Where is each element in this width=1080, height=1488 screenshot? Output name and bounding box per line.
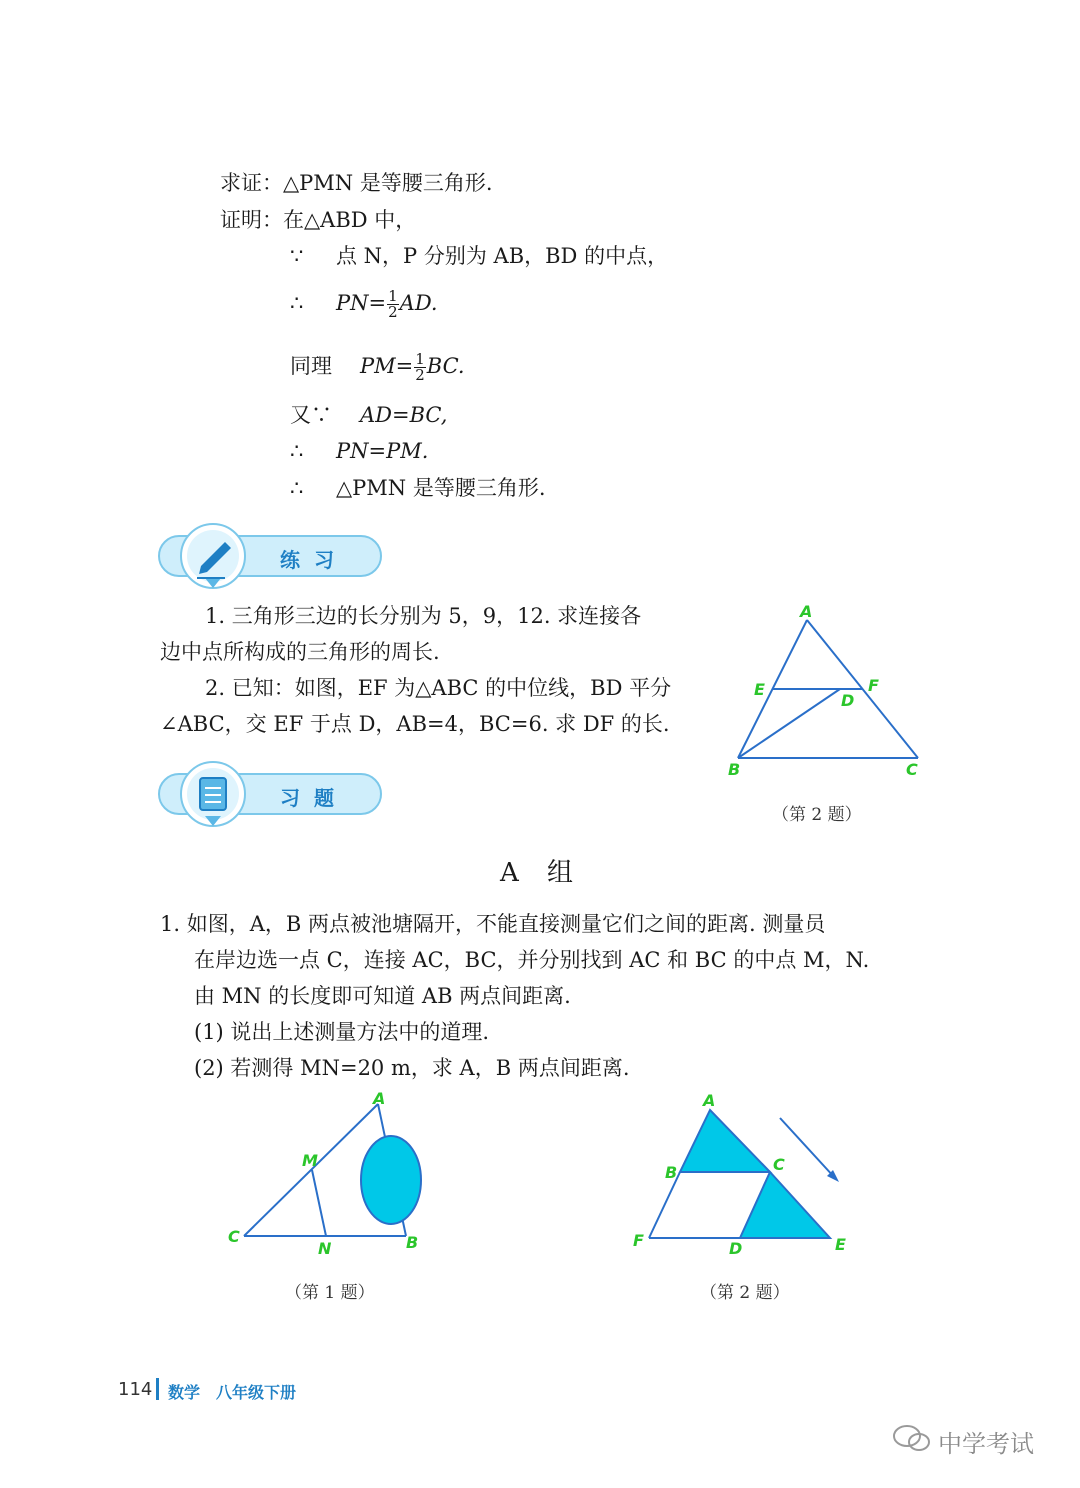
exercise-q1-line1: 1. 如图，A，B 两点被池塘隔开，不能直接测量它们之间的距离. 测量员 <box>160 912 826 936</box>
label-f: F <box>633 1231 644 1250</box>
exercises-banner-graphic <box>155 758 385 830</box>
proof-line-3: 同理 PM= $\frac{1}{2}$ BC. <box>290 350 465 384</box>
label-c: C <box>228 1227 240 1246</box>
label-e: E <box>835 1235 846 1254</box>
practice-q1-line1: 1. 三角形三边的长分别为 5，9，12. 求连接各 <box>205 604 642 628</box>
label-c: C <box>773 1155 785 1174</box>
proof-line-6: ∴ △PMN 是等腰三角形. <box>290 476 546 500</box>
midline-triangle-figure <box>720 595 940 795</box>
practice-banner <box>155 522 385 592</box>
bisector-bd <box>738 689 840 758</box>
proof-intro-line: 证明：在△ABD 中， <box>220 208 417 232</box>
practice-figure-caption: （第 2 题） <box>772 805 862 825</box>
label-f: F <box>868 676 879 695</box>
label-d: D <box>841 691 855 710</box>
exercises-banner <box>155 758 385 830</box>
claim-line: 求证：△PMN 是等腰三角形. <box>220 171 493 195</box>
practice-banner-graphic <box>155 522 385 592</box>
notepad-icon <box>200 778 226 810</box>
label-c: C <box>906 760 918 779</box>
wechat-icon <box>892 1422 932 1454</box>
label-m: M <box>302 1151 318 1170</box>
label-a: A <box>800 602 813 621</box>
page-number: 114 <box>118 1379 153 1400</box>
practice-q1-line2: 边中点所构成的三角形的周长. <box>160 640 440 664</box>
practice-q2-line2: ∠ABC，交 EF 于点 D，AB=4，BC=6. 求 DF 的长. <box>160 712 670 736</box>
arrow-icon <box>780 1118 839 1182</box>
label-a: A <box>703 1091 716 1110</box>
proof-line-5: ∴ PN=PM. <box>290 439 429 463</box>
group-title: A 组 <box>500 858 584 888</box>
side-ac <box>244 1104 378 1236</box>
fraction-half: $\frac{1}{2}$ <box>388 287 398 321</box>
fraction-half: $\frac{1}{2}$ <box>415 350 425 384</box>
label-n: N <box>318 1239 332 1258</box>
exercises-title: 习题 <box>280 786 348 810</box>
proof-line-4: 又∵ AD=BC, <box>290 403 448 427</box>
proof-line-1: ∵ 点 N，P 分别为 AB，BD 的中点， <box>290 244 669 268</box>
label-a: A <box>373 1089 386 1108</box>
footer-divider <box>156 1378 159 1400</box>
proof-line-2: ∴ PN= $\frac{1}{2}$ AD. <box>290 287 438 321</box>
exercise-q1-sub2: (2) 若测得 MN=20 m，求 A，B 两点间距离. <box>194 1056 630 1080</box>
exercise-q1-line3: 由 MN 的长度即可知道 AB 两点间距离. <box>194 984 571 1008</box>
pond-shape <box>361 1136 421 1224</box>
label-e: E <box>754 680 765 699</box>
label-d: D <box>729 1239 743 1258</box>
exercise-q1-line2: 在岸边选一点 C，连接 AC，BC，并分别找到 AC 和 BC 的中点 M，N. <box>194 948 870 972</box>
upper-triangle <box>680 1110 770 1172</box>
pond-figure <box>220 1088 440 1260</box>
exercise-q1-sub1: (1) 说出上述测量方法中的道理. <box>194 1020 490 1044</box>
exercise-figure2-caption: （第 2 题） <box>700 1283 790 1303</box>
book-title: 数学 八年级下册 <box>168 1383 297 1402</box>
practice-q2-line1: 2. 已知：如图，EF 为△ABC 的中位线，BD 平分 <box>205 676 672 700</box>
watermark-text: 中学考试 <box>938 1430 1034 1458</box>
lower-triangle <box>740 1172 830 1238</box>
practice-title: 练习 <box>280 548 348 572</box>
segment-mn <box>312 1170 326 1236</box>
exercise-figure1-caption: （第 1 题） <box>285 1283 375 1303</box>
label-b: B <box>665 1163 678 1182</box>
label-b: B <box>406 1233 419 1252</box>
translation-figure <box>625 1088 865 1260</box>
label-b: B <box>728 760 741 779</box>
